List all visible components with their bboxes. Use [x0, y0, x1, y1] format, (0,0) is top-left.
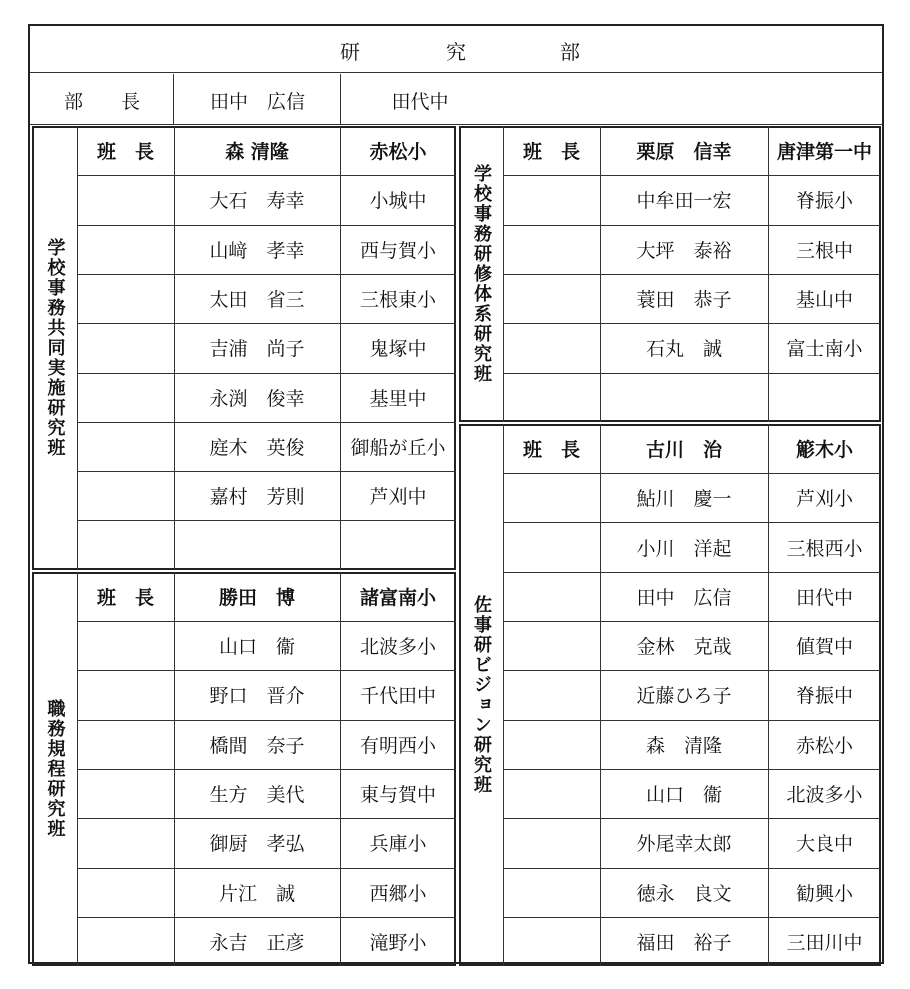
member-school: [340, 520, 456, 569]
member-school: 芦刈小: [795, 488, 853, 511]
member-school: 三根西小: [786, 537, 863, 560]
member-role: 班 長: [522, 438, 580, 461]
member-role: [77, 520, 174, 569]
member-school: [768, 373, 881, 422]
member-name: 石丸 誠: [645, 338, 722, 361]
member-name: 山口 衞: [645, 784, 722, 807]
member-school: 脊振中: [795, 685, 853, 708]
member-school: 富士南小: [786, 338, 863, 361]
chief-name: 田中 広信: [209, 90, 305, 113]
member-name: 徳永 良文: [636, 882, 732, 905]
member-name: 永渕 俊幸: [209, 387, 305, 410]
member-school: 三根東小: [359, 289, 436, 312]
right_sections-team-label: 佐事研ビジョン研究班: [471, 594, 492, 795]
member-school: 三根中: [795, 239, 853, 262]
member-role: [77, 422, 174, 471]
chief-label: 部 長: [63, 90, 140, 113]
member-role: [77, 323, 174, 372]
member-role: [503, 720, 600, 769]
member-role: [77, 621, 174, 670]
member-role: [77, 917, 174, 966]
member-name: 生方 美代: [209, 784, 305, 807]
member-role: [503, 274, 600, 323]
member-name: 中牟田一宏: [636, 190, 732, 213]
member-role: [503, 917, 600, 966]
member-role: 班 長: [522, 141, 580, 164]
member-name: 大石 寿幸: [209, 190, 305, 213]
member-name: 嘉村 芳則: [209, 486, 305, 509]
member-role: [503, 868, 600, 917]
member-name: 小川 洋起: [636, 537, 732, 560]
member-name: 外尾幸太郎: [636, 833, 732, 856]
member-school: 西与賀小: [359, 239, 436, 262]
member-role: 班 長: [96, 586, 154, 609]
member-role: [503, 621, 600, 670]
member-name: 太田 省三: [209, 289, 305, 312]
member-school: 芦刈中: [369, 486, 427, 509]
member-name: 森 清隆: [225, 141, 289, 164]
member-school: 赤松小: [795, 734, 853, 757]
member-name: 大坪 泰裕: [636, 239, 732, 262]
member-role: [77, 225, 174, 274]
member-school: 値賀中: [795, 636, 853, 659]
member-role: [503, 473, 600, 522]
member-school: 赤松小: [369, 141, 427, 164]
member-role: [77, 670, 174, 719]
member-role: [77, 769, 174, 818]
left_sections-team-label: 学校事務共同実施研究班: [44, 237, 66, 458]
left_sections-team-label: 職務規程研究班: [44, 698, 66, 839]
member-school: 脊振小: [795, 190, 853, 213]
header-divider: [30, 72, 882, 73]
chief-col-divider-1: [173, 74, 174, 124]
member-school: 有明西小: [359, 734, 436, 757]
member-school: 兵庫小: [369, 833, 427, 856]
member-school: 北波多小: [786, 784, 863, 807]
member-name: 鮎川 慶一: [636, 488, 732, 511]
member-school: 簓木小: [795, 438, 853, 461]
member-school: 北波多小: [359, 636, 436, 659]
member-name: 御厨 孝弘: [209, 833, 305, 856]
member-role: [77, 175, 174, 224]
member-name: 吉浦 尚子: [209, 338, 305, 361]
member-name: 栗原 信幸: [636, 141, 732, 164]
member-role: [503, 670, 600, 719]
chief-school: 田代中: [391, 90, 449, 113]
member-role: 班 長: [96, 141, 154, 164]
member-school: 大良中: [795, 833, 853, 856]
member-name: 橋間 奈子: [209, 734, 305, 757]
title-char-3: 部: [560, 39, 580, 64]
member-role: [503, 769, 600, 818]
member-school: 諸富南小: [359, 586, 436, 609]
member-name: 森 清隆: [645, 734, 722, 757]
member-name: 古川 治: [645, 438, 722, 461]
member-role: [503, 323, 600, 372]
member-school: 東与賀中: [359, 784, 436, 807]
member-school: 鬼塚中: [369, 338, 427, 361]
member-role: [503, 818, 600, 867]
member-school: 基里中: [369, 387, 427, 410]
member-role: [77, 373, 174, 422]
member-role: [503, 225, 600, 274]
member-school: 小城中: [369, 190, 427, 213]
member-school: 唐津第一中: [776, 141, 872, 164]
member-role: [77, 471, 174, 520]
member-name: 庭木 英俊: [209, 436, 305, 459]
title-char-1: 研: [340, 39, 360, 64]
member-school: 田代中: [795, 586, 853, 609]
member-role: [503, 175, 600, 224]
member-name: 勝田 博: [218, 586, 295, 609]
member-name: 山口 衞: [218, 636, 295, 659]
member-name: 野口 晋介: [209, 685, 305, 708]
title-char-2: 究: [446, 39, 466, 64]
member-role: [77, 868, 174, 917]
member-school: 勧興小: [795, 882, 853, 905]
chief-col-divider-2: [340, 74, 341, 124]
member-name: 近藤ひろ子: [636, 685, 732, 708]
member-role: [503, 373, 600, 422]
member-name: 金林 克哉: [636, 636, 732, 659]
member-name: 福田 裕子: [636, 931, 732, 954]
member-name: 蓑田 恭子: [636, 289, 732, 312]
chief-divider: [30, 124, 882, 125]
member-role: [77, 818, 174, 867]
member-school: 西郷小: [369, 882, 427, 905]
member-name: 田中 広信: [636, 586, 732, 609]
member-name: 永吉 正彦: [209, 931, 305, 954]
right_sections-team-label: 学校事務研修体系研究班: [471, 163, 492, 384]
member-role: [503, 522, 600, 571]
member-school: 滝野小: [369, 931, 427, 954]
member-name: [174, 520, 340, 569]
member-name: 山﨑 孝幸: [209, 239, 305, 262]
member-name: [600, 373, 768, 422]
member-role: [77, 274, 174, 323]
member-school: 基山中: [795, 289, 853, 312]
member-name: 片江 誠: [218, 882, 295, 905]
member-school: 千代田中: [359, 685, 436, 708]
member-role: [77, 720, 174, 769]
member-school: 御船が丘小: [350, 436, 446, 459]
member-role: [503, 572, 600, 621]
member-school: 三田川中: [786, 931, 863, 954]
